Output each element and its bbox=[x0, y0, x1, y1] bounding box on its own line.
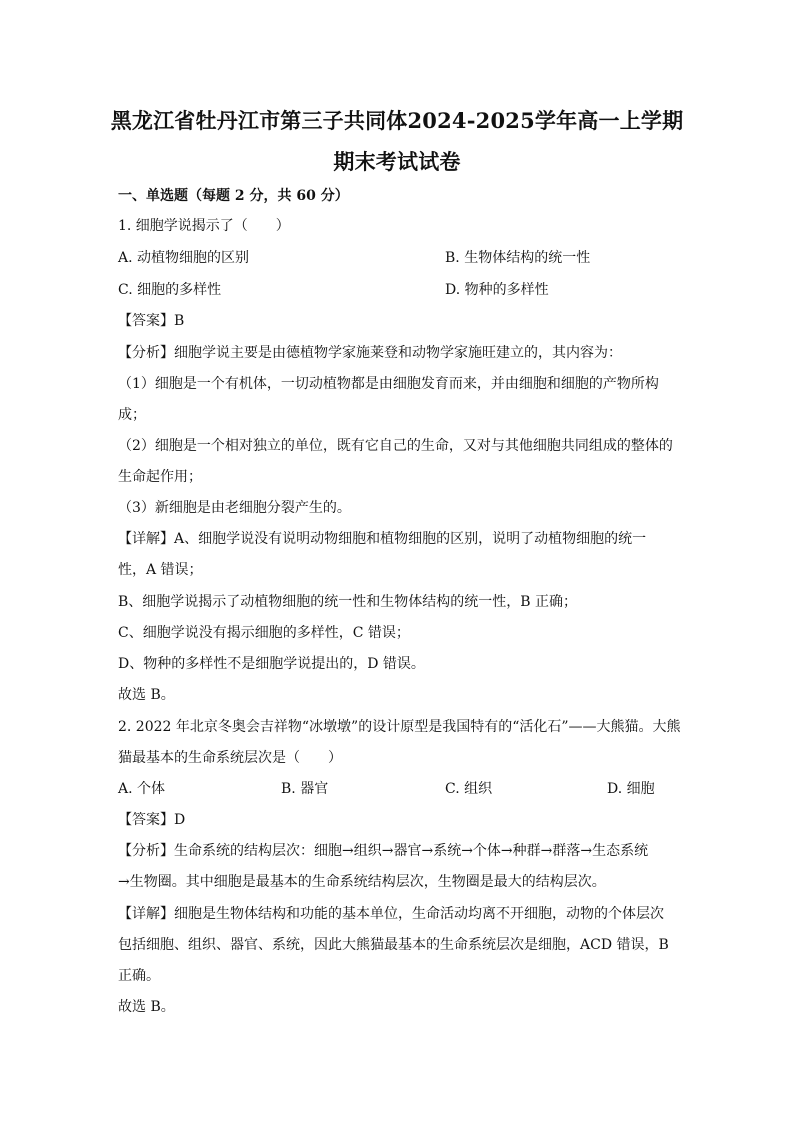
question-1-detail-line: 性，A 错误； bbox=[118, 562, 203, 578]
question-2-option-b: B. 器官 bbox=[281, 781, 329, 797]
question-1-analysis-line: （1）细胞是一个有机体，一切动植物都是由细胞发育而来，并由细胞和细胞的产物所构 bbox=[118, 376, 659, 392]
section-heading: 一、单选题（每题 2 分，共 60 分） bbox=[118, 188, 349, 204]
question-2-stem-line: 2. 2022 年北京冬奥会吉祥物“冰墩墩”的设计原型是我国特有的“活化石”——大熊猫。大熊 bbox=[118, 719, 681, 735]
question-1-option-a: A. 动植物细胞的区别 bbox=[118, 250, 250, 266]
question-1-option-b: B. 生物体结构的统一性 bbox=[445, 250, 591, 266]
question-1-analysis-line: （3）新细胞是由老细胞分裂产生的。 bbox=[118, 500, 351, 516]
question-2-option-a: A. 个体 bbox=[118, 781, 166, 797]
question-2-option-d: D. 细胞 bbox=[607, 781, 655, 797]
document-title-line-2: 期末考试试卷 bbox=[333, 149, 461, 174]
question-2-detail-line: 包括细胞、组织、器官、系统，因此大熊猫最基本的生命系统层次是细胞，ACD 错误，B bbox=[118, 937, 669, 953]
question-1-analysis-line: 【分析】细胞学说主要是由德植物学家施莱登和动物学家施旺建立的，其内容为： bbox=[118, 345, 622, 361]
question-2-analysis-line: →生物圈。其中细胞是最基本的生命系统结构层次，生物圈是最大的结构层次。 bbox=[118, 874, 606, 890]
question-1-stem: 1. 细胞学说揭示了（ ） bbox=[118, 218, 290, 234]
question-2-analysis-line: 【分析】生命系统的结构层次：细胞→组织→器官→系统→个体→种群→群落→生态系统 bbox=[118, 843, 649, 859]
question-1-answer: 【答案】B bbox=[118, 313, 185, 329]
question-1-conclusion: 故选 B。 bbox=[118, 687, 175, 703]
question-1-detail-line: D、物种的多样性不是细胞学说提出的，D 错误。 bbox=[118, 656, 425, 672]
document-title-line-1: 黑龙江省牡丹江市第三子共同体2024-2025学年高一上学期 bbox=[110, 108, 684, 133]
question-2-detail-line: 正确。 bbox=[118, 968, 160, 984]
question-2-stem-line: 猫最基本的生命系统层次是（ ） bbox=[118, 750, 342, 766]
question-2-answer: 【答案】D bbox=[118, 812, 186, 828]
question-1-analysis-line: 成； bbox=[118, 407, 146, 423]
question-1-detail-line: B、细胞学说揭示了动植物细胞的统一性和生物体结构的统一性，B 正确； bbox=[118, 594, 578, 610]
question-2-conclusion: 故选 B。 bbox=[118, 999, 175, 1015]
question-1-analysis-line: 生命起作用； bbox=[118, 469, 202, 485]
question-1-option-d: D. 物种的多样性 bbox=[445, 282, 549, 298]
question-1-detail-line: C、细胞学说没有揭示细胞的多样性，C 错误； bbox=[118, 625, 410, 641]
question-2-option-c: C. 组织 bbox=[445, 781, 493, 797]
question-1-analysis-line: （2）细胞是一个相对独立的单位，既有它自己的生命，又对与其他细胞共同组成的整体的 bbox=[118, 438, 673, 454]
question-2-detail-line: 【详解】细胞是生物体结构和功能的基本单位，生命活动均离不开细胞，动物的个体层次 bbox=[118, 906, 664, 922]
question-1-detail-line: 【详解】A、细胞学说没有说明动物细胞和植物细胞的区别，说明了动植物细胞的统一 bbox=[118, 531, 647, 547]
question-1-option-c: C. 细胞的多样性 bbox=[118, 282, 222, 298]
